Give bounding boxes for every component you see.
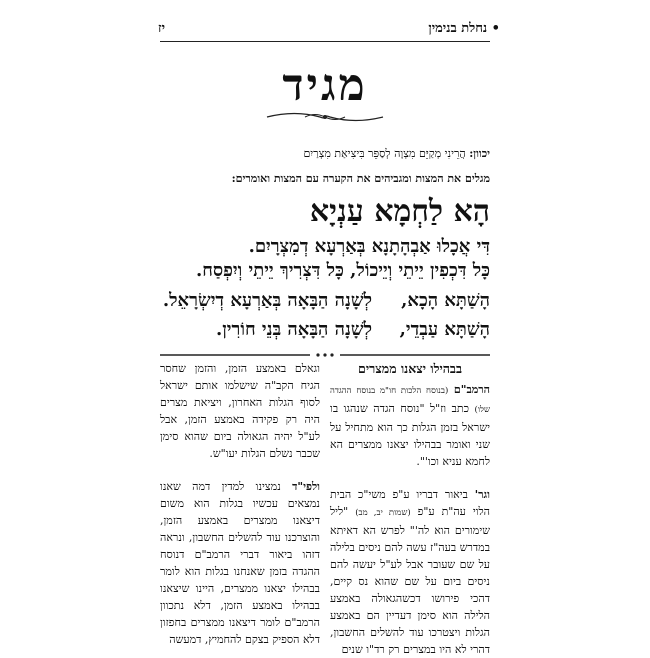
header-rule	[160, 41, 490, 42]
page-title: מגיד	[282, 60, 368, 111]
haggadah-row-right: הָשַׁתָּא עַבְדֵי,	[399, 319, 490, 340]
intro-text: הֲרֵינִי מְקַיֵּם מִצְוָה לְסַפֵּר בִּיצִיאַת מִצְרַיִם	[303, 147, 466, 160]
haggadah-row	[160, 319, 490, 340]
paragraph-lead: ולפי"ד	[292, 480, 320, 493]
commentary-section-heading: בבהילו יצאנו ממצרים	[358, 361, 462, 376]
running-head: • נחלת בנימין	[428, 21, 500, 36]
section-divider	[160, 351, 490, 359]
ornament-flourish-icon	[265, 108, 385, 126]
paragraph-lead: הרמב"ם	[453, 383, 490, 396]
commentary-left-column	[160, 360, 320, 648]
source-note: (שמות יב, מב)	[355, 508, 411, 518]
intro-line	[303, 147, 490, 160]
instruction-line: מגלים את המצות ומגביהים את הקערה עם המצות ואומרים:	[231, 172, 490, 185]
haggadah-row-left: לְשָׁנָה הַבָּאָה בְּאַרְעָא דְיִשְׂרָאֵל.	[162, 290, 372, 311]
paragraph-text: וגאלם באמצע הזמן, והזמן שחסר הגיח הקב"ה שישלמו אותם ישראל לסוף הגלות האחרון, ויציאת מצרים היה רק פקידה באמצע הזמן, אבל לע"ל יהיה הגאולה ביום שהוא סימן שכבר נשלם הגלות יעו"ש.	[160, 362, 320, 460]
paragraph-lead: וגר'	[474, 488, 490, 501]
commentary-paragraph	[160, 478, 320, 648]
page-number: יז	[158, 21, 166, 36]
commentary-paragraph	[330, 486, 490, 658]
paragraph-text: נמצינו למדין דמה שאנו נמצאים עכשיו בגלות הוא משום דיצאנו ממצרים באמצע הזמן, והוצרכנו עוד להשלים החשבון, ונראה דזהו ביאור דברי הרמב"ם דנוסח ההגדה בזמן שאנחנו בגלות הוא לומר בבהילו יצאנו ממצרים, היינו שיצאנו בבהילו באמצע הזמן, דלא נתכוון הרמב"ם לומר דיצאנו ממצרים בחפזון דלא הספיק בצקם להחמיץ, דמעשה	[160, 480, 320, 646]
haggadah-row	[160, 290, 490, 311]
paragraph-text: "ליל שימורים הוא לה'" לפרש הא דאיתא במדרש בעה"ז עשה להם ניסים בלילה על שם שעובר אבל לע"ל יעשה להם ניסים ביום על שם שהוא נס קיים, דהכי פירושו דכשהגאולה באמצע הלילה הוא סימן דעדיין הם באמצע הגלות ויצטרכו עוד להשלים החשבון, דהרי לא היו במצרים רק רד"ו שנים	[330, 505, 490, 656]
commentary-right-column	[330, 360, 490, 658]
intro-label: יכוון:	[469, 147, 490, 160]
commentary-paragraph	[160, 360, 320, 462]
paragraph-text: ביאור דבריו ע"פ משי"כ הבית הלוי עה"ת ע"פ	[330, 488, 491, 518]
haggadah-heading: הָא לַחְמָא עַנְיָא	[309, 194, 490, 229]
haggadah-row-right: הָשַׁתָּא הָכָא,	[401, 290, 490, 311]
source-note: (בנוסח הלכות חו"מ בנוסח ההגדה שלו)	[330, 386, 490, 415]
haggadah-row-left: לְשָׁנָה הַבָּאָה בְּנֵי חוֹרִין.	[215, 319, 372, 340]
haggadah-line: כָּל דִּכְפִין יֵיתֵי וְיֵיכוֹל, כָּל דִּצְרִיךְ יֵיתֵי וְיִפְסַח.	[195, 260, 490, 281]
haggadah-line: דִּי אֲכָלוּ אַבְהָתָנָא בְּאַרְעָא דְמִצְרָיִם.	[248, 236, 490, 257]
paragraph-text: כתב וז"ל "נוסח הגדה שנהגו בו ישראל בזמן הגלות כך הוא מתחיל על שני ואומר בבהילו יצאנו ממצרים הא לחמא עניא וכו'".	[330, 402, 490, 468]
commentary-paragraph	[330, 381, 490, 470]
